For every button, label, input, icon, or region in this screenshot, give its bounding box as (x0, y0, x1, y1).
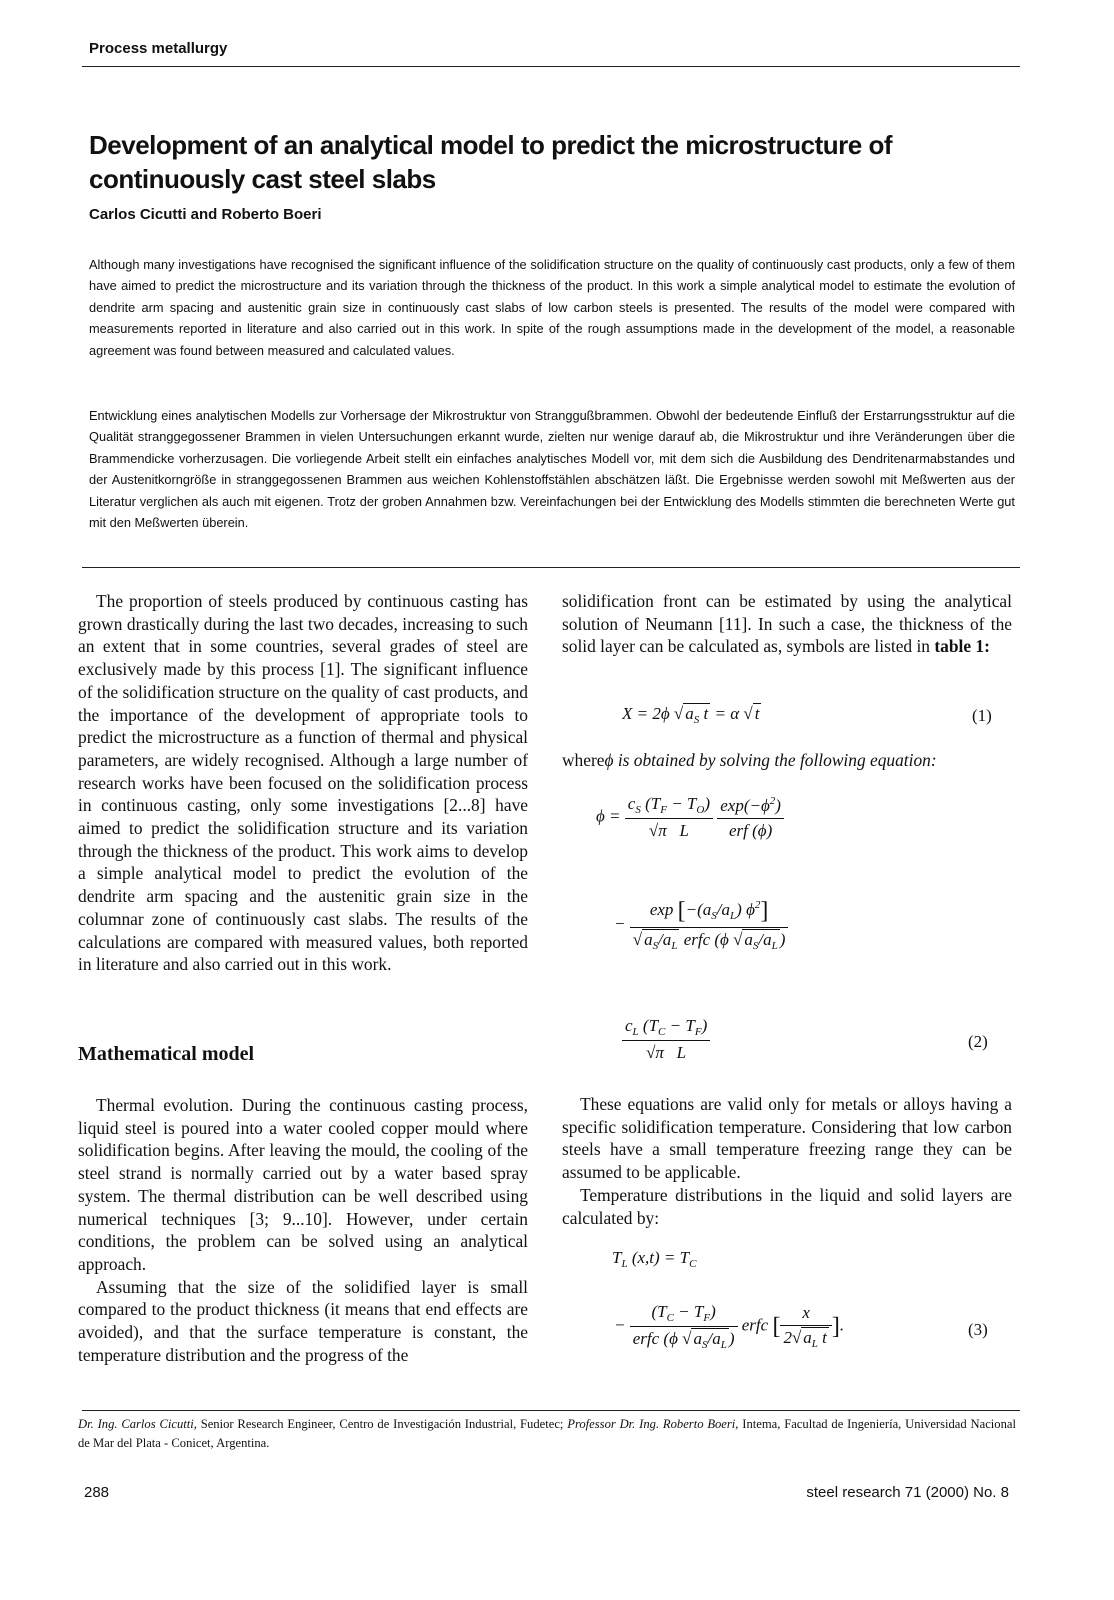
abstract-rule (82, 567, 1020, 568)
valid-paragraph: These equations are valid only for metals or alloys having a specific solidification temperature. Considering that low carbon steels have a small temperature freezing range they can be assumed to be applicable. (562, 1094, 1012, 1183)
assuming-paragraph: Assuming that the size of the solidified layer is small compared to the product thickness (it means that end effects are avoided), and that the surface temperature is constant, the temperature distribution and the progress of the (78, 1276, 528, 1365)
author-footnote: Dr. Ing. Carlos Cicutti, Senior Research Engineer, Centro de Investigación Industrial, Fudetec; Professor Dr. Ing. Roberto Boeri, Intema, Facultad de Ingeniería, Universidad Nacional de Mar del Plata - Conicet, Argentina. (78, 1417, 1016, 1450)
journal-reference: steel research 71 (2000) No. 8 (806, 1484, 1009, 1501)
equation-2-line-2: − $\frac{\exp [-(a_S/a_L) \phi^2]}{√ a_S/a_L erfc (\phi √ a_S/a_L )}$ (614, 898, 788, 952)
equation-1-number: (1) (972, 706, 992, 725)
right-column-lower (562, 1093, 1012, 1229)
header-rule (82, 66, 1020, 67)
equation-2-number: (2) (968, 1032, 988, 1051)
table-reference: table 1: (934, 636, 990, 657)
article-title: Development of an analytical model to predict the microstructure of continuously cast steel slabs (89, 130, 892, 194)
footnote-rule (82, 1410, 1020, 1411)
authors: Carlos Cicutti and Roberto Boeri (89, 206, 322, 223)
section-heading-mathematical-model: Mathematical model (78, 1043, 255, 1065)
equation-1: X = 2ϕ √ $a_S$ t = α √ t (622, 704, 760, 726)
equation-3-line-2: − $\frac{(T_C - T_F)}{erfc (\phi √ a_S/a_L )}$ erfc [ $\frac{x}{2√ a_L t}$ ]. (614, 1302, 845, 1351)
right-column (562, 590, 1012, 658)
temperature-paragraph: Temperature distributions in the liquid and solid layers are calculated by: (562, 1184, 1012, 1228)
equation-2-line-1: ϕ = $\frac{c_S (T_F - T_O)}{\text{√π L}}$ $\frac{\exp(-\phi^2)}{\text{erf (ϕ)}}$ (596, 794, 784, 841)
thermal-paragraph: Thermal evolution. During the continuous casting process, liquid steel is poured into a water cooled copper mould where solidification begins. After leaving the mould, the cooling of the steel strand is normally carried out by a water based spray system. The thermal distribution can be well described using numerical techniques [3; 9...10]. However, under certain conditions, the problem can be solved using an analytical approach. (78, 1095, 528, 1274)
abstract-german: Entwicklung eines analytischen Modells zur Vorhersage der Mikrostruktur von Stranggußbrammen. Obwohl der bedeutende Einfluß der Erstarrungsstruktur auf die Qualität stranggegossener Brammen in vielen Untersuchungen erkannt wurde, zielten nur wenige darauf ab, die Mikrostruktur und ihre Veränderungen über die Brammendicke vorherzusagen. Die vorliegende Arbeit stellt ein einfaches analytisches Modell vor, mit dem sich die Ausbildung des Dendritenarmabstandes und der Austenitkorngröße in stranggegossenen Brammen aus weichen Kohlenstoffstählen abschätzen läßt. Die Ergebnisse werden sowohl mit Meßwerten aus der Literatur verglichen als auch mit eigenen. Trotz der groben Annahmen bzw. Vereinfachungen bei der Entwicklung des Modells stimmten die berechneten Werte gut mit den Meßwerten überein. (89, 408, 1015, 531)
neumann-paragraph: solidification front can be estimated by using the analytical solution of Neumann [11]. In such a case, the thickness of the solid layer can be calculated as, symbols are listed in table 1: (562, 591, 1012, 657)
page-number: 288 (84, 1484, 110, 1501)
where-line: whereϕ is obtained by solving the following equation: (562, 750, 937, 770)
equation-3-line-1: $T_L$ $(x,t) = T_C$ (612, 1248, 697, 1270)
section-label: Process metallurgy (89, 40, 228, 57)
left-column (78, 590, 528, 976)
equation-3-number: (3) (968, 1320, 988, 1339)
equation-2-line-3: $\frac{c_L (T_C - T_F)}{\text{√π L}}$ (622, 1016, 710, 1063)
left-column-lower (78, 1094, 528, 1366)
intro-paragraph: The proportion of steels produced by continuous casting has grown drastically during the last two decades, increasing to such an extent that in some countries, several grades of steel are exclusively made by this process [1]. The significant influence of the solidification structure on the quality of cast products, and the importance of the development of appropriate tools to predict the microstructure as a function of thermal and physical parameters, are widely recognised. Although a large number of research works have been focused on the solidification process in continuous casting, only some investigations [2...8] have aimed to predict the solidification structure and its variation through the thickness of the product. This work aims to develop a simple analytical model to predict the evolution of the dendrite arm spacing and the austenitic grain size in the columnar zone of continuously cast slabs. The results of the calculations are compared with measured values, both reported in literature and also carried out in this work. (78, 591, 528, 975)
abstract-english: Although many investigations have recognised the significant influence of the solidification structure on the quality of continuously cast products, only a few of them have aimed to predict the microstructure and its variation through the thickness of the product. In this work a simple analytical model to estimate the evolution of dendrite arm spacing and austenitic grain size in continuously cast slabs of low carbon steels is presented. The results of the model were compared with measurements reported in literature and also carried out in this work. In spite of the rough assumptions made in the development of the model, a reasonable agreement was found between measured and calculated values. (89, 257, 1015, 358)
